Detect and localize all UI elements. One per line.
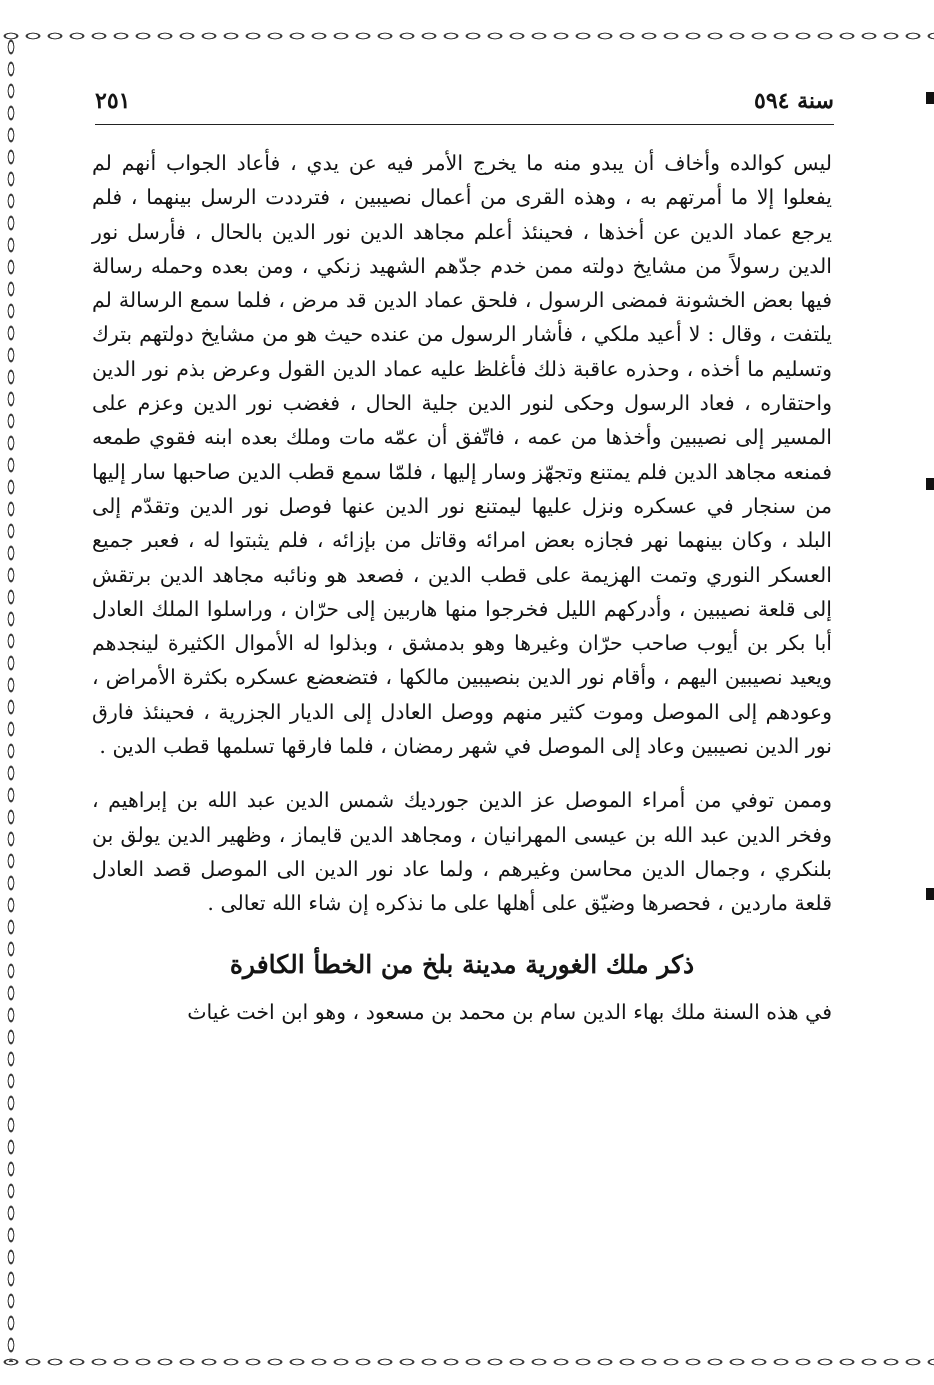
decorative-border-left xyxy=(2,36,20,1362)
running-head-year: سنة ٥٩٤ xyxy=(754,88,834,114)
page-number: ٢٥١ xyxy=(95,88,131,114)
body-paragraph: وممن توفي من أمراء الموصل عز الدين جورديك شمس الدين عبد الله بن إبراهيم ، وفخر الدين عبد الله بن عيسى المهرانيان ، ومجاهد الدين قايماز ، وظهير الدين يولق بن بلنكري ، وجمال الدين محاسن وغيرهم ، ولما عاد نور الدين الى الموصل قصد العادل قلعة ماردين ، فحصرها وضيّق على أهلها على ما نذكره إن شاء الله تعالى . xyxy=(92,788,832,916)
edge-tab-mark xyxy=(926,478,934,490)
edge-tab-mark xyxy=(926,92,934,104)
edge-tab-mark xyxy=(926,888,934,900)
section-heading: ذكر ملك الغورية مدينة بلخ من الخطأ الكافرة xyxy=(229,949,695,979)
decorative-border-bottom xyxy=(0,1354,934,1370)
decorative-border-top xyxy=(0,28,934,44)
page-header xyxy=(95,88,834,120)
section-first-line: في هذه السنة ملك بهاء الدين سام بن محمد بن مسعود ، وهو ابن اخت غياث xyxy=(187,999,832,1024)
header-rule xyxy=(95,124,834,125)
body-paragraph: ليس كوالده وأخاف أن يبدو منه ما يخرج الأمر فيه عن يدي ، فأعاد الجواب أنهم لم يفعلوا إلا ما أمرتهم به ، وهذه القرى من أعمال نصيبين ، فترددت الرسل بينهما ، فلم يرجع عماد الدين عن أخذها ، فحينئذ أعلم مجاهد الدين نور الدين بالحال ، فأرسل نور الدين رسولاً من مشايخ دولته ممن خدم جدّهم الشهيد زنكي ، ومن بعده وحمله رسالة فيها بعض الخشونة فمضى الرسول ، فلحق عماد الدين قد مرض ، فلما سمع الرسالة لم يلتفت ، وقال : لا أعيد ملكي ، فأشار الرسول من عنده حيث هو من مشايخ دولتهم بترك وتسليم ما أخذه ، وحذره عاقبة ذلك فأغلظ عليه عماد الدين القول وعرض بذم نور الدين واحتقاره ، فعاد الرسول وحكى لنور الدين جلية الحال ، فغضب نور الدين وعزم على المسير إلى نصيبين وأخذها من عمه ، فاتّفق أن عمّه مات وملك بعده ابنه فقوي طمعه فمنعه مجاهد الدين فلم يمتنع وتجهّز وسار إليها ، فلمّا سمع قطب الدين صاحبها سار إليها من سنجار في عسكره ونزل عليها ليمتنع نور الدين عنها فوصل نور الدين وتقدّم إلى البلد ، وكان بينهما نهر فجازه بعض امرائه وقاتل من بإزائه ، فلم يثبتوا له ، فعبر جميع العسكر النوري وتمت الهزيمة على قطب الدين ، فصعد هو ونائبه مجاهد الدين برتقش إلى قلعة نصيبين ، وأدركهم الليل فخرجوا منها هاربين إلى حرّان ، وراسلوا الملك العادل أبا بكر بن أيوب صاحب حرّان وغيرها وهو بدمشق ، وبذلوا له الأموال الكثيرة لينجدهم ويعيد نصيبين اليهم ، وأقام نور الدين بنصيبين مالكها ، فتضعضع عسكره بكثرة الأمراض ، وعودهم إلى الموصل وموت كثير منهم ووصل العادل إلى الديار الجزرية ، فحينئذ فارق نور الدين نصيبين وعاد إلى الموصل في شهر رمضان ، فلما فارقها تسلمها قطب الدين . xyxy=(92,151,832,759)
page-body xyxy=(92,146,832,1029)
